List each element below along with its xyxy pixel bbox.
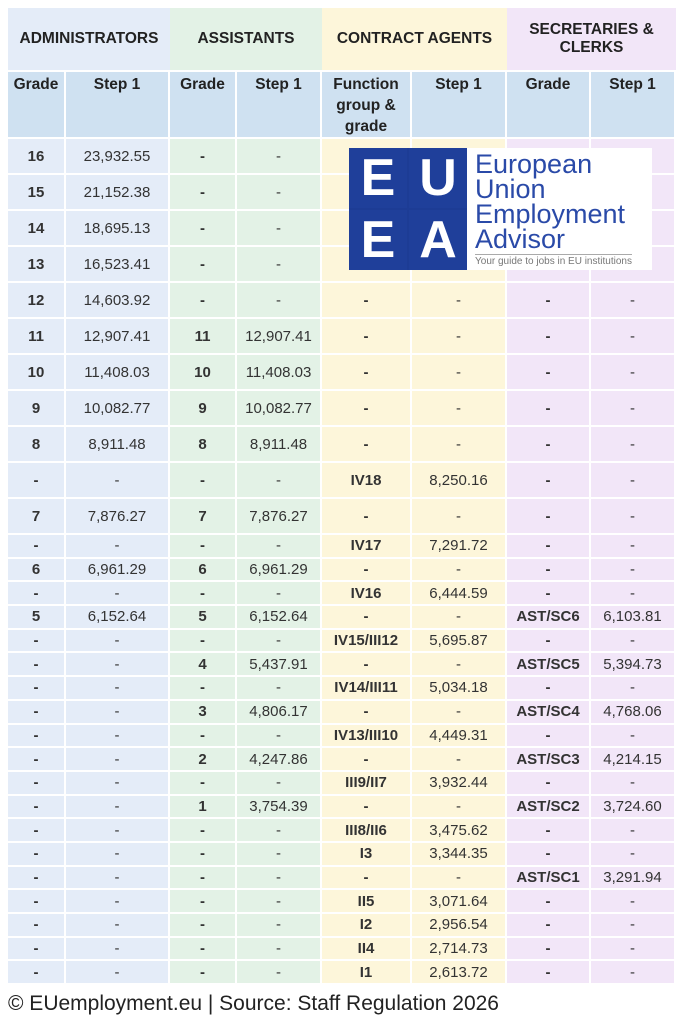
grade-cell: 7 [8,499,66,535]
step1-salary-cell: 5,394.73 [591,653,676,677]
step1-salary-cell: - [591,499,676,535]
table-row [8,630,676,654]
table-row [8,463,676,499]
grade-cell: - [8,819,66,843]
grade-cell: - [322,319,412,355]
step1-salary-cell: 6,961.29 [237,559,322,583]
table-row [8,559,676,583]
step1-salary-cell: - [237,890,322,914]
step1-salary-cell: - [66,463,170,499]
table-row [8,355,676,391]
grade-cell: - [507,535,591,559]
step1-salary-cell: - [237,867,322,891]
grade-cell: - [8,867,66,891]
step1-salary-cell: 8,911.48 [237,427,322,463]
table-row [8,748,676,772]
grade-cell: - [322,606,412,630]
table-row [8,535,676,559]
step1-salary-cell: - [591,582,676,606]
step1-salary-cell: - [66,796,170,820]
eu-employment-advisor-logo [349,148,652,270]
step1-salary-cell: - [412,319,507,355]
step1-salary-cell: - [66,843,170,867]
grade-cell: 5 [8,606,66,630]
grade-cell: - [8,653,66,677]
grade-cell: I3 [322,843,412,867]
step1-salary-cell: 2,714.73 [412,938,507,962]
grade-cell: - [507,559,591,583]
grade-cell: - [170,535,237,559]
grade-cell: - [170,247,237,283]
grade-cell: II4 [322,938,412,962]
step1-salary-cell: - [237,772,322,796]
table-row [8,677,676,701]
step1-salary-cell: 12,907.41 [66,319,170,355]
grade-cell: IV18 [322,463,412,499]
grade-cell: - [8,725,66,749]
table-row [8,582,676,606]
step1-salary-cell: - [66,677,170,701]
grade-cell: - [507,463,591,499]
grade-cell: - [322,391,412,427]
group-header-contract-agents: CONTRACT AGENTS [322,8,507,72]
grade-cell: - [507,725,591,749]
grade-cell: 8 [170,427,237,463]
step1-salary-cell: 4,247.86 [237,748,322,772]
step1-salary-cell: - [412,867,507,891]
step1-salary-cell: - [591,914,676,938]
grade-cell: - [8,535,66,559]
grade-cell: 9 [170,391,237,427]
grade-cell: 7 [170,499,237,535]
logo-letter: E [349,148,407,208]
step1-salary-cell: - [66,938,170,962]
step1-salary-cell: 4,449.31 [412,725,507,749]
grade-cell: - [8,843,66,867]
grade-cell: IV15/III12 [322,630,412,654]
step1-salary-cell: 7,876.27 [237,499,322,535]
grade-cell: - [170,211,237,247]
grade-cell: - [8,748,66,772]
step1-salary-cell: 7,876.27 [66,499,170,535]
step1-salary-cell: 5,437.91 [237,653,322,677]
grade-cell: - [507,582,591,606]
logo-mark [349,148,467,270]
grade-cell: AST/SC1 [507,867,591,891]
step1-salary-cell: 6,444.59 [412,582,507,606]
grade-cell: - [507,772,591,796]
step1-salary-cell: - [591,630,676,654]
step1-salary-cell: - [591,427,676,463]
grade-cell: - [322,748,412,772]
step1-salary-cell: 5,695.87 [412,630,507,654]
table-row [8,499,676,535]
grade-cell: III9/II7 [322,772,412,796]
grade-cell: - [322,867,412,891]
step1-salary-cell: 3,475.62 [412,819,507,843]
grade-cell: 4 [170,653,237,677]
grade-cell: - [322,559,412,583]
grade-cell: - [170,677,237,701]
grade-cell: 10 [8,355,66,391]
grade-cell: - [507,391,591,427]
grade-cell: 11 [8,319,66,355]
step1-salary-cell: - [66,701,170,725]
step1-salary-cell: - [66,535,170,559]
step1-salary-cell: - [591,843,676,867]
grade-cell: - [170,175,237,211]
grade-cell: I1 [322,961,412,985]
grade-cell: - [170,961,237,985]
grade-cell: 13 [8,247,66,283]
column-header: Step 1 [591,72,676,139]
step1-salary-cell: 11,408.03 [237,355,322,391]
grade-cell: - [507,677,591,701]
step1-salary-cell: - [237,819,322,843]
grade-cell: - [8,582,66,606]
step1-salary-cell: - [591,677,676,701]
logo-tagline: Your guide to jobs in EU institutions [475,256,632,267]
grade-cell: 12 [8,283,66,319]
step1-salary-cell: 8,250.16 [412,463,507,499]
grade-cell: - [507,938,591,962]
step1-salary-cell: - [412,499,507,535]
step1-salary-cell: 2,956.54 [412,914,507,938]
step1-salary-cell: - [412,427,507,463]
column-header: Step 1 [237,72,322,139]
step1-salary-cell: - [237,843,322,867]
step1-salary-cell: 3,754.39 [237,796,322,820]
table-row [8,796,676,820]
table-row [8,890,676,914]
grade-cell: - [507,819,591,843]
logo-text [467,148,632,270]
grade-cell: - [170,938,237,962]
step1-salary-cell: - [591,772,676,796]
table-row [8,914,676,938]
grade-cell: AST/SC5 [507,653,591,677]
step1-salary-cell: - [412,748,507,772]
step1-salary-cell: 3,071.64 [412,890,507,914]
step1-salary-cell: - [412,796,507,820]
step1-salary-cell: - [237,938,322,962]
grade-cell: 15 [8,175,66,211]
grade-cell: 3 [170,701,237,725]
group-header-secretaries-clerks: SECRETARIES & CLERKS [507,8,676,72]
column-header: Grade [170,72,237,139]
step1-salary-cell: 3,291.94 [591,867,676,891]
step1-salary-cell: - [591,391,676,427]
grade-cell: - [170,843,237,867]
grade-cell: I2 [322,914,412,938]
grade-cell: IV14/III11 [322,677,412,701]
grade-cell: - [170,772,237,796]
step1-salary-cell: 18,695.13 [66,211,170,247]
step1-salary-cell: - [412,559,507,583]
grade-cell: - [8,890,66,914]
logo-letter: E [349,210,407,270]
step1-salary-cell: 14,603.92 [66,283,170,319]
grade-cell: - [507,890,591,914]
step1-salary-cell: 11,408.03 [66,355,170,391]
logo-letter: U [409,148,467,208]
step1-salary-cell: - [66,653,170,677]
step1-salary-cell: 3,344.35 [412,843,507,867]
step1-salary-cell: 2,613.72 [412,961,507,985]
step1-salary-cell: - [591,961,676,985]
grade-cell: - [322,355,412,391]
grade-cell: - [322,283,412,319]
grade-cell: - [507,914,591,938]
grade-cell: - [8,677,66,701]
step1-salary-cell: 6,152.64 [237,606,322,630]
step1-salary-cell: - [237,677,322,701]
step1-salary-cell: 6,152.64 [66,606,170,630]
grade-cell: 1 [170,796,237,820]
grade-cell: - [170,890,237,914]
step1-salary-cell: - [237,914,322,938]
grade-cell: - [170,914,237,938]
grade-cell: IV13/III10 [322,725,412,749]
step1-salary-cell: - [237,139,322,175]
grade-cell: - [170,283,237,319]
step1-salary-cell: 7,291.72 [412,535,507,559]
grade-cell: II5 [322,890,412,914]
grade-cell: 6 [8,559,66,583]
column-header: Grade [507,72,591,139]
step1-salary-cell: 10,082.77 [66,391,170,427]
step1-salary-cell: - [237,175,322,211]
step1-salary-cell: 8,911.48 [66,427,170,463]
step1-salary-cell: 6,103.81 [591,606,676,630]
grade-cell: - [507,427,591,463]
step1-salary-cell: 3,932.44 [412,772,507,796]
grade-cell: - [8,772,66,796]
column-header: Step 1 [412,72,507,139]
step1-salary-cell: - [591,559,676,583]
grade-cell: - [170,819,237,843]
step1-salary-cell: 10,082.77 [237,391,322,427]
grade-cell: - [8,630,66,654]
step1-salary-cell: - [66,582,170,606]
step1-salary-cell: - [412,391,507,427]
step1-salary-cell: 6,961.29 [66,559,170,583]
step1-salary-cell: - [66,819,170,843]
logo-letter: A [409,210,467,270]
table-row [8,427,676,463]
step1-salary-cell: - [591,535,676,559]
step1-salary-cell: - [237,725,322,749]
grade-cell: - [170,582,237,606]
step1-salary-cell: - [591,725,676,749]
step1-salary-cell: - [66,867,170,891]
grade-cell: 16 [8,139,66,175]
table-row [8,961,676,985]
grade-cell: 11 [170,319,237,355]
step1-salary-cell: - [66,890,170,914]
grade-cell: - [322,701,412,725]
step1-salary-cell: - [237,535,322,559]
step1-salary-cell: - [412,283,507,319]
step1-salary-cell: - [591,283,676,319]
step1-salary-cell: 16,523.41 [66,247,170,283]
step1-salary-cell: - [66,725,170,749]
step1-salary-cell: - [66,772,170,796]
table-row [8,843,676,867]
step1-salary-cell: 5,034.18 [412,677,507,701]
step1-salary-cell: 23,932.55 [66,139,170,175]
grade-cell: IV17 [322,535,412,559]
step1-salary-cell: - [66,961,170,985]
grade-cell: 14 [8,211,66,247]
step1-salary-cell: - [66,748,170,772]
step1-salary-cell: - [412,701,507,725]
step1-salary-cell: - [591,890,676,914]
grade-cell: - [507,843,591,867]
grade-cell: IV16 [322,582,412,606]
grade-cell: AST/SC3 [507,748,591,772]
source-footer: © EUemployment.eu | Source: Staff Regulation 2026 [8,992,499,1015]
step1-salary-cell: - [591,319,676,355]
logo-line: Union [475,174,546,204]
grade-cell: - [8,463,66,499]
grade-cell: - [507,630,591,654]
step1-salary-cell: - [412,606,507,630]
step1-salary-cell: 21,152.38 [66,175,170,211]
table-row [8,867,676,891]
grade-cell: - [170,139,237,175]
grade-cell: 9 [8,391,66,427]
step1-salary-cell: 12,907.41 [237,319,322,355]
grade-cell: - [322,796,412,820]
step1-salary-cell: - [591,938,676,962]
step1-salary-cell: - [591,355,676,391]
grade-cell: - [170,725,237,749]
table-row [8,938,676,962]
grade-cell: AST/SC6 [507,606,591,630]
logo-line: European [475,149,593,179]
table-row [8,391,676,427]
step1-salary-cell: - [237,630,322,654]
step1-salary-cell: - [66,914,170,938]
step1-salary-cell: - [591,819,676,843]
grade-cell: 2 [170,748,237,772]
grade-cell: - [507,319,591,355]
group-header-assistants: ASSISTANTS [170,8,322,72]
table-row [8,319,676,355]
grade-cell: 6 [170,559,237,583]
step1-salary-cell: - [237,247,322,283]
grade-cell: - [507,499,591,535]
grade-cell: - [8,961,66,985]
step1-salary-cell: - [237,283,322,319]
column-header: Grade [8,72,66,139]
step1-salary-cell: 4,768.06 [591,701,676,725]
table-row [8,653,676,677]
grade-cell: AST/SC4 [507,701,591,725]
table-row [8,606,676,630]
grade-cell: - [170,867,237,891]
grade-cell: - [8,914,66,938]
step1-salary-cell: 4,214.15 [591,748,676,772]
step1-salary-cell: - [66,630,170,654]
table-row [8,725,676,749]
table-row [8,819,676,843]
step1-salary-cell: - [237,463,322,499]
grade-cell: AST/SC2 [507,796,591,820]
grade-cell: - [507,355,591,391]
grade-cell: 8 [8,427,66,463]
column-header: Step 1 [66,72,170,139]
logo-line: Advisor [475,224,566,254]
grade-cell: - [8,796,66,820]
logo-line: Employment [475,199,626,229]
grade-cell: - [322,427,412,463]
group-header-administrators: ADMINISTRATORS [8,8,170,72]
grade-cell: - [322,653,412,677]
grade-cell: - [507,283,591,319]
step1-salary-cell: - [591,463,676,499]
grade-cell: III8/II6 [322,819,412,843]
grade-cell: - [8,701,66,725]
table-row [8,283,676,319]
grade-cell: 10 [170,355,237,391]
grade-cell: - [8,938,66,962]
step1-salary-cell: - [237,211,322,247]
grade-cell: - [170,463,237,499]
step1-salary-cell: - [237,582,322,606]
grade-cell: - [322,499,412,535]
grade-cell: - [507,961,591,985]
column-header: Function group & grade [322,72,412,139]
grade-cell: - [170,630,237,654]
step1-salary-cell: - [412,355,507,391]
grade-cell: 5 [170,606,237,630]
step1-salary-cell: - [412,653,507,677]
table-row [8,701,676,725]
step1-salary-cell: 4,806.17 [237,701,322,725]
step1-salary-cell: 3,724.60 [591,796,676,820]
table-row [8,772,676,796]
step1-salary-cell: - [237,961,322,985]
